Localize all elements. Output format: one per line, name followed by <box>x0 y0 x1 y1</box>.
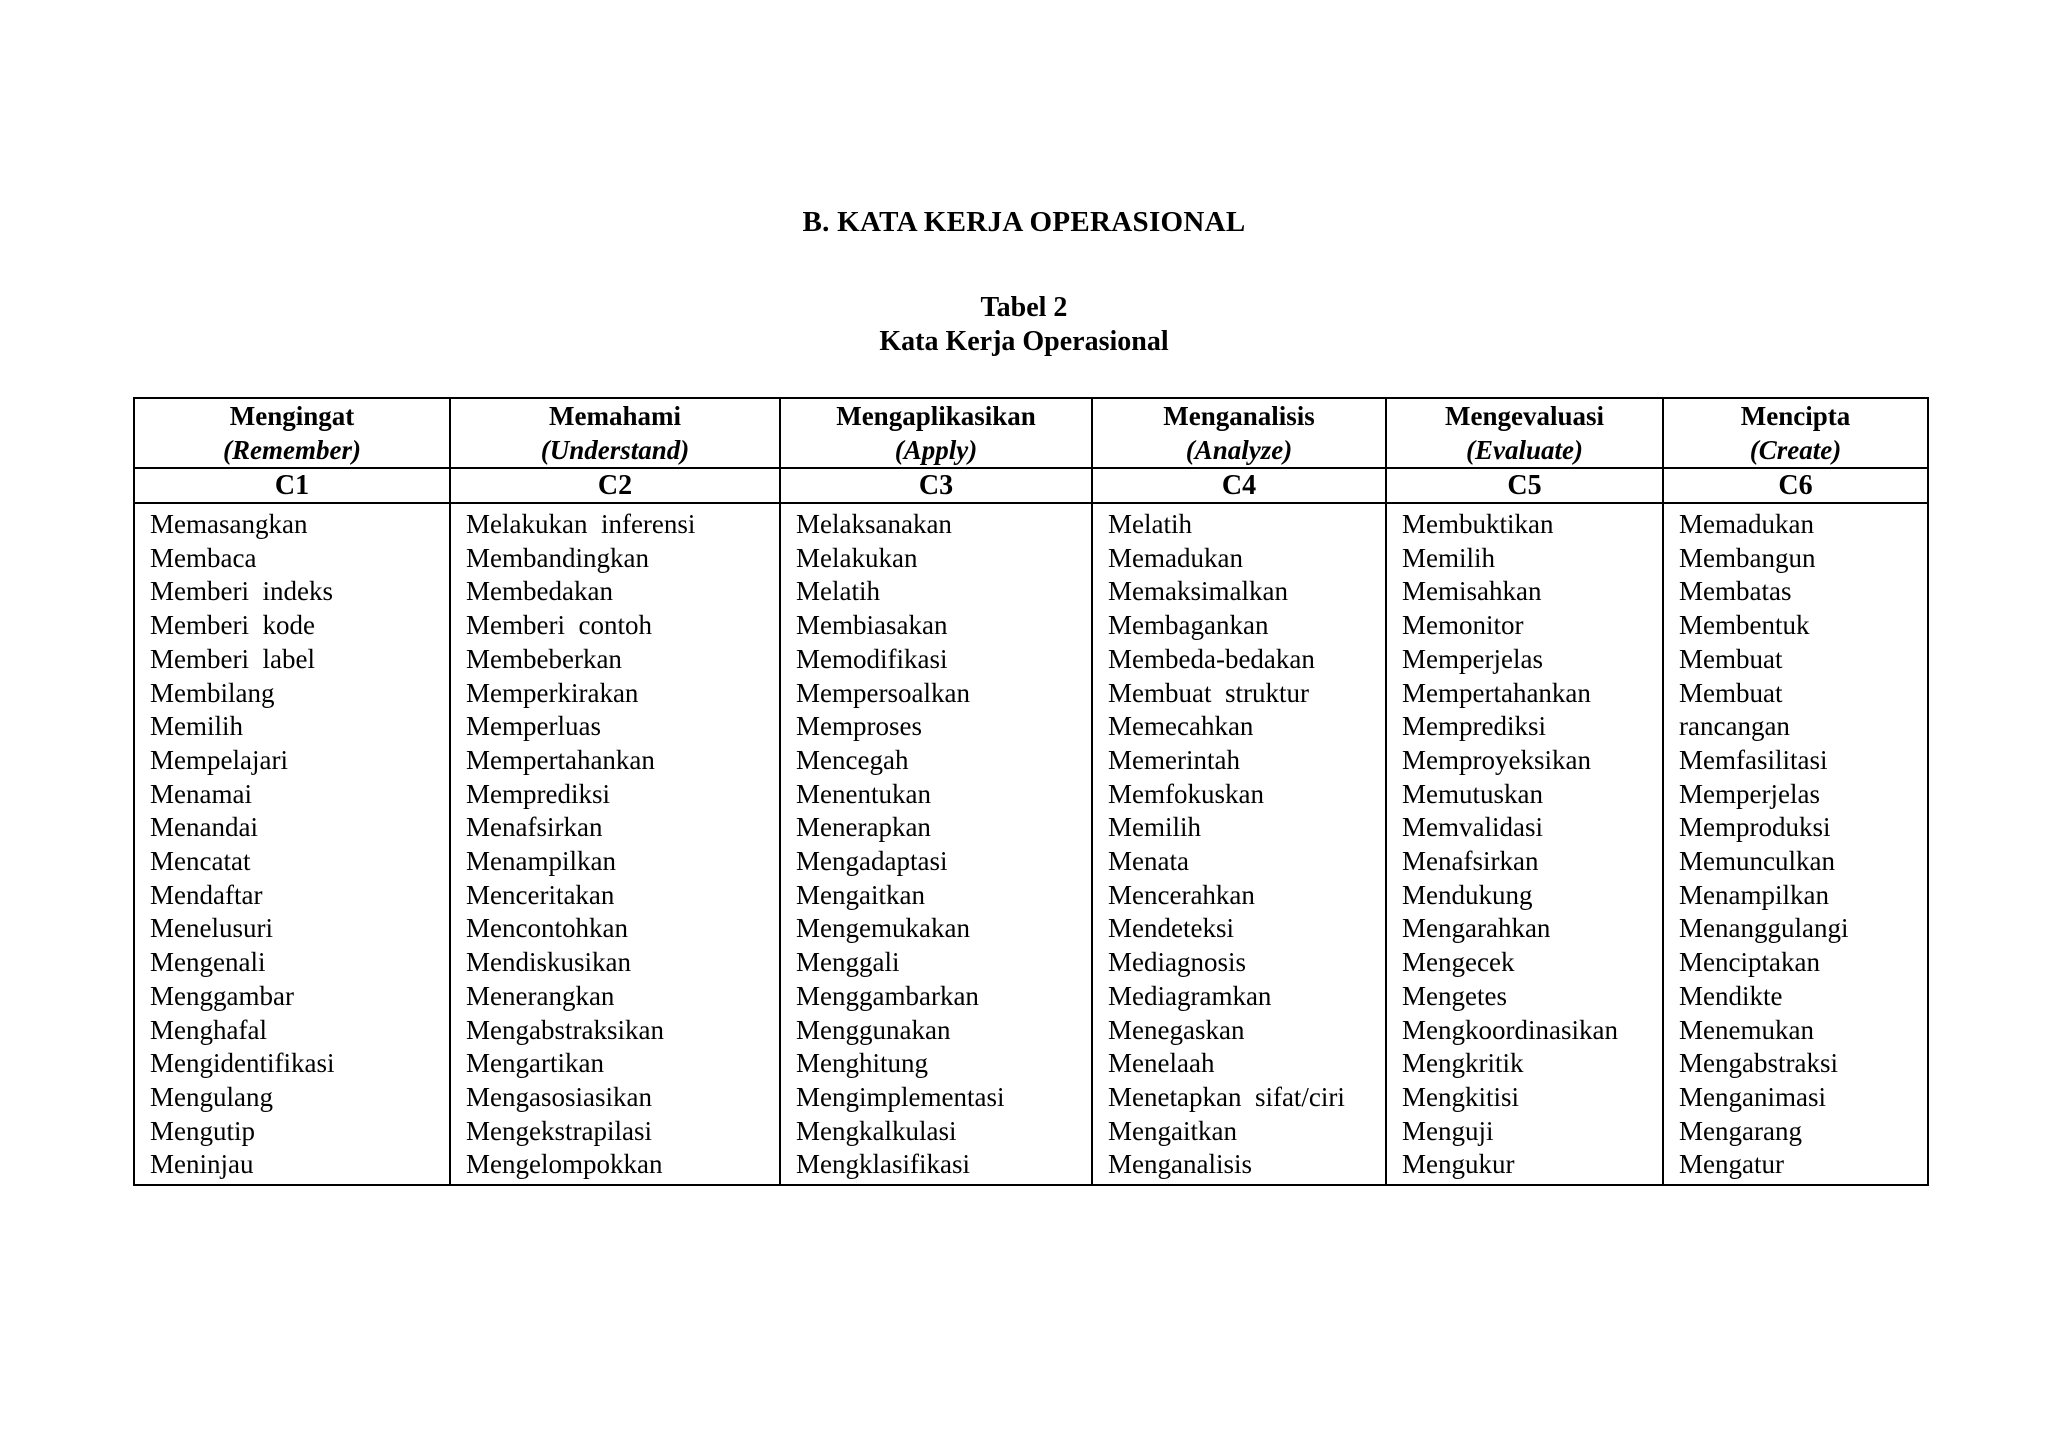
verb-item: Membentuk <box>1679 610 1810 641</box>
verb-item: Membuat <box>1679 643 1783 674</box>
verb-item: Memilih <box>1402 542 1495 573</box>
column-name: Mengaplikasikan <box>836 401 1036 431</box>
verb-item: Memfokuskan <box>1108 778 1264 809</box>
verb-item: Membiasakan <box>796 610 948 641</box>
verb-item: Melakukan inferensi <box>466 509 696 539</box>
verb-item: Mencatat <box>150 846 251 877</box>
column-name: Menganalisis <box>1163 401 1315 431</box>
verb-row <box>134 503 1928 1185</box>
verb-item: Memproses <box>796 711 922 742</box>
verb-item: Mengkoordinasikan <box>1402 1014 1618 1045</box>
verb-item: Memproyeksikan <box>1402 744 1591 775</box>
verb-item: Mediagramkan <box>1108 980 1272 1011</box>
verb-item: Memasangkan <box>150 509 308 539</box>
column-header-c5 <box>1386 398 1663 468</box>
verb-item: Mengenali <box>150 947 266 978</box>
level-code: C2 <box>450 468 780 503</box>
verb-list <box>466 508 779 1182</box>
verb-item: Menganalisis <box>1108 1149 1252 1180</box>
verb-item: Memberi label <box>150 643 315 674</box>
verb-item: Mengaitkan <box>796 879 925 910</box>
level-code: C6 <box>1663 468 1928 503</box>
verb-item: Menentukan <box>796 778 931 809</box>
verb-item: Menandai <box>150 812 258 843</box>
verb-item: Memperjelas <box>1402 643 1543 674</box>
verb-item: Mengarahkan <box>1402 913 1551 944</box>
verb-item: Melatih <box>1108 509 1192 539</box>
verb-item: Membedakan <box>466 576 613 607</box>
verb-item: Memutuskan <box>1402 778 1543 809</box>
verb-item: Mengidentifikasi <box>150 1048 335 1079</box>
verb-item: Mengabstraksi <box>1679 1048 1838 1079</box>
verb-list <box>150 508 449 1182</box>
verb-item: Mengelompokkan <box>466 1149 663 1180</box>
level-code: C1 <box>134 468 450 503</box>
verb-item: Mendukung <box>1402 879 1533 910</box>
verb-item: Mempertahankan <box>1402 677 1591 708</box>
verb-item: Menata <box>1108 846 1189 877</box>
verb-item: Memperluas <box>466 711 601 742</box>
column-english-name: (Create) <box>1749 435 1842 465</box>
verb-item: Menggali <box>796 947 900 978</box>
verb-item: Menghitung <box>796 1048 928 1079</box>
section-heading: B. KATA KERJA OPERASIONAL <box>802 206 1246 238</box>
verb-item: Mengaitkan <box>1108 1115 1237 1146</box>
verb-item: Mendaftar <box>150 879 263 910</box>
verb-item: Menampilkan <box>1679 879 1829 910</box>
verb-item: Mengulang <box>150 1081 273 1112</box>
verb-item: Mengadaptasi <box>796 846 948 877</box>
column-name: Mengingat <box>229 401 355 431</box>
verb-item: Memadukan <box>1108 542 1243 573</box>
verb-item: Menggunakan <box>796 1014 951 1045</box>
column-header-c1 <box>134 398 450 468</box>
verb-item: Menetapkan sifat/ciri <box>1108 1081 1345 1112</box>
verb-cell-c1 <box>134 503 450 1185</box>
verb-item: Menerapkan <box>796 812 931 843</box>
verb-item: Memfasilitasi <box>1679 744 1828 775</box>
verb-item: Mendeteksi <box>1108 913 1234 944</box>
column-name: Memahami <box>549 401 681 431</box>
column-english-name: (Apply) <box>894 435 978 465</box>
verb-item: Menerangkan <box>466 980 615 1011</box>
verb-item: Memerintah <box>1108 744 1240 775</box>
verb-list <box>1108 508 1385 1182</box>
verb-item: Mengutip <box>150 1115 255 1146</box>
verb-item: Memilih <box>150 711 243 742</box>
header-row <box>134 398 1928 468</box>
verb-item: Menegaskan <box>1108 1014 1245 1045</box>
column-header-c3 <box>780 398 1092 468</box>
verb-item: Membuat <box>1679 677 1783 708</box>
verb-item: Memisahkan <box>1402 576 1542 607</box>
verb-item: Meninjau <box>150 1149 254 1180</box>
verb-item: Membuktikan <box>1402 509 1554 539</box>
verb-item: Mengekstrapilasi <box>466 1115 652 1146</box>
verb-item: Memilih <box>1108 812 1201 843</box>
verb-item: Menemukan <box>1679 1014 1814 1045</box>
verb-item: Memecahkan <box>1108 711 1254 742</box>
verb-item: Mengatur <box>1679 1149 1784 1180</box>
verb-item: Membilang <box>150 677 275 708</box>
verb-item: Membeda-bedakan <box>1108 643 1315 674</box>
verb-item: Memproduksi <box>1679 812 1831 843</box>
verb-item: Memprediksi <box>1402 711 1546 742</box>
verb-item: Menganimasi <box>1679 1081 1826 1112</box>
verb-cell-c3 <box>780 503 1092 1185</box>
verb-item: Mendiskusikan <box>466 947 631 978</box>
verb-item: rancangan <box>1679 711 1790 742</box>
verb-item: Mencontohkan <box>466 913 628 944</box>
verb-item: Menggambarkan <box>796 980 979 1011</box>
column-english-name: (Evaluate) <box>1466 435 1583 465</box>
verb-item: Memonitor <box>1402 610 1524 641</box>
verb-item: Mengarang <box>1679 1115 1802 1146</box>
verb-item: Melakukan <box>796 542 918 573</box>
verb-item: Memberi contoh <box>466 610 652 641</box>
verb-item: Memprediksi <box>466 778 610 809</box>
verb-item: Membaca <box>150 542 257 573</box>
verb-item: Mengimplementasi <box>796 1081 1005 1112</box>
column-header-c6 <box>1663 398 1928 468</box>
verb-item: Memberi indeks <box>150 576 333 607</box>
verb-item: Mendikte <box>1679 980 1783 1011</box>
verb-list <box>796 508 1091 1182</box>
verb-item: Menelaah <box>1108 1048 1215 1079</box>
verb-item: Menghafal <box>150 1014 267 1045</box>
verb-item: Mengkitisi <box>1402 1081 1520 1112</box>
verb-item: Mempersoalkan <box>796 677 970 708</box>
verb-item: Melatih <box>796 576 880 607</box>
verb-item: Memperkirakan <box>466 677 639 708</box>
verb-cell-c6 <box>1663 503 1928 1185</box>
table-number: Tabel 2 <box>980 292 1068 323</box>
column-name: Mencipta <box>1740 401 1851 431</box>
column-name: Mengevaluasi <box>1445 401 1604 431</box>
verb-item: Mempertahankan <box>466 744 655 775</box>
verb-item: Mediagnosis <box>1108 947 1246 978</box>
verb-item: Memperjelas <box>1679 778 1820 809</box>
verb-item: Menguji <box>1402 1115 1494 1146</box>
verb-item: Mengemukakan <box>796 913 970 944</box>
verb-item: Membeberkan <box>466 643 622 674</box>
verb-item: Memadukan <box>1679 509 1814 539</box>
verb-item: Mempelajari <box>150 744 288 775</box>
verb-item: Mengecek <box>1402 947 1515 978</box>
verb-table <box>133 397 1929 1186</box>
verb-item: Mengkritik <box>1402 1048 1524 1079</box>
verb-item: Mengetes <box>1402 980 1507 1011</box>
column-english-name: (Analyze) <box>1185 435 1293 465</box>
verb-item: Menggambar <box>150 980 294 1011</box>
verb-item: Menanggulangi <box>1679 913 1849 944</box>
verb-cell-c4 <box>1092 503 1386 1185</box>
verb-item: Membagankan <box>1108 610 1269 641</box>
verb-item: Menampilkan <box>466 846 616 877</box>
verb-item: Mengabstraksikan <box>466 1014 664 1045</box>
verb-item: Mengartikan <box>466 1048 604 1079</box>
column-english-name: (Understand) <box>540 435 690 465</box>
verb-item: Memunculkan <box>1679 846 1835 877</box>
verb-list <box>1402 508 1662 1182</box>
column-header-c2 <box>450 398 780 468</box>
verb-item: Memberi kode <box>150 610 315 641</box>
level-code: C3 <box>780 468 1092 503</box>
level-code-row <box>134 468 1928 503</box>
verb-item: Membandingkan <box>466 542 649 573</box>
level-code: C5 <box>1386 468 1663 503</box>
verb-item: Membuat struktur <box>1108 677 1309 708</box>
verb-item: Mengklasifikasi <box>796 1149 970 1180</box>
verb-item: Menafsirkan <box>1402 846 1539 877</box>
verb-item: Mengasosiasikan <box>466 1081 652 1112</box>
verb-item: Menafsirkan <box>466 812 603 843</box>
verb-item: Membatas <box>1679 576 1792 607</box>
verb-item: Membangun <box>1679 542 1816 573</box>
column-header-c4 <box>1092 398 1386 468</box>
verb-cell-c2 <box>450 503 780 1185</box>
verb-item: Melaksanakan <box>796 509 952 539</box>
verb-item: Menciptakan <box>1679 947 1820 978</box>
verb-item: Mengukur <box>1402 1149 1515 1180</box>
table-title: Kata Kerja Operasional <box>879 326 1169 357</box>
verb-item: Mencegah <box>796 744 909 775</box>
verb-item: Menelusuri <box>150 913 273 944</box>
verb-item: Memodifikasi <box>796 643 948 674</box>
column-english-name: (Remember) <box>223 435 361 465</box>
verb-item: Memvalidasi <box>1402 812 1543 843</box>
verb-item: Menceritakan <box>466 879 615 910</box>
verb-list <box>1679 508 1927 1182</box>
verb-cell-c5 <box>1386 503 1663 1185</box>
verb-item: Mencerahkan <box>1108 879 1255 910</box>
verb-item: Memaksimalkan <box>1108 576 1288 607</box>
verb-item: Mengkalkulasi <box>796 1115 957 1146</box>
verb-item: Menamai <box>150 778 252 809</box>
level-code: C4 <box>1092 468 1386 503</box>
